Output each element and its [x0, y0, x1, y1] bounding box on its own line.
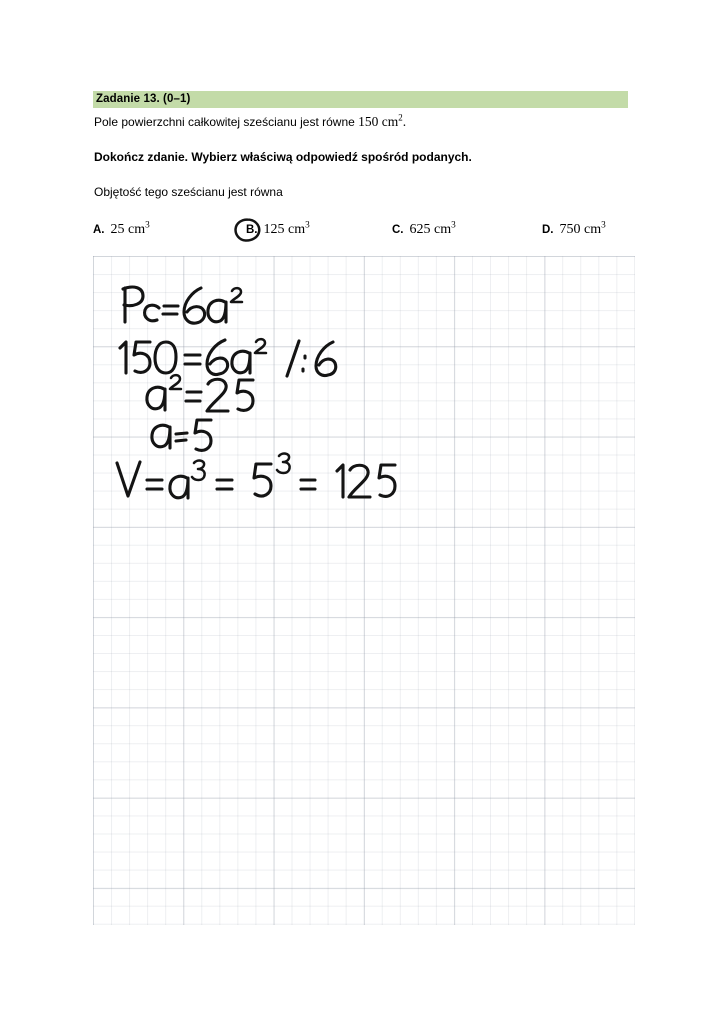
task-instruction: Dokończ zdanie. Wybierz właściwą odpowiedź spośród podanych. — [94, 150, 472, 164]
answer-option-c-value — [409, 219, 456, 238]
answer-option-c-letter: C. — [392, 224, 404, 236]
answer-option-a[interactable] — [93, 217, 150, 243]
handwritten-line-5 — [117, 454, 395, 498]
answer-option-d-value — [559, 219, 606, 238]
task-header-bar — [93, 91, 628, 108]
task-header-label: Zadanie 13. (0–1) — [96, 92, 191, 105]
answer-option-d[interactable] — [542, 217, 606, 243]
work-area-grid[interactable] — [93, 256, 635, 925]
answer-option-a-number: 25 cm — [110, 222, 146, 237]
answer-option-a-exponent: 3 — [145, 219, 150, 230]
answer-option-b-letter: B. — [246, 224, 258, 236]
task-statement-text: Pole powierzchni całkowitej sześcianu jest równe — [94, 115, 355, 129]
answer-option-b-value — [263, 219, 310, 238]
task-statement-value-exponent: 2 — [398, 112, 403, 123]
answer-option-a-value — [110, 219, 150, 238]
answer-option-c-exponent: 3 — [451, 219, 456, 230]
answer-option-d-exponent: 3 — [601, 219, 606, 230]
handwritten-line-4 — [152, 420, 211, 450]
answer-option-c[interactable] — [392, 217, 456, 243]
answer-option-a-letter: A. — [93, 224, 105, 236]
task-statement — [94, 113, 406, 131]
answer-option-d-letter: D. — [542, 224, 554, 236]
handwritten-line-2 — [120, 339, 336, 376]
task-statement-value-number: 150 cm — [358, 114, 399, 129]
task-statement-period: . — [402, 114, 407, 129]
task-statement-value — [358, 114, 406, 129]
answer-option-b-number: 125 cm — [263, 222, 306, 237]
handwritten-line-1 — [123, 287, 242, 323]
answer-option-c-number: 625 cm — [409, 222, 452, 237]
answer-options — [0, 217, 720, 243]
answer-option-d-number: 750 cm — [559, 222, 602, 237]
handwritten-solution — [93, 256, 635, 925]
handwritten-line-3 — [147, 375, 253, 411]
answer-option-b[interactable] — [246, 217, 310, 243]
task-prompt: Objętość tego sześcianu jest równa — [94, 185, 283, 199]
answer-option-b-exponent: 3 — [305, 219, 310, 230]
